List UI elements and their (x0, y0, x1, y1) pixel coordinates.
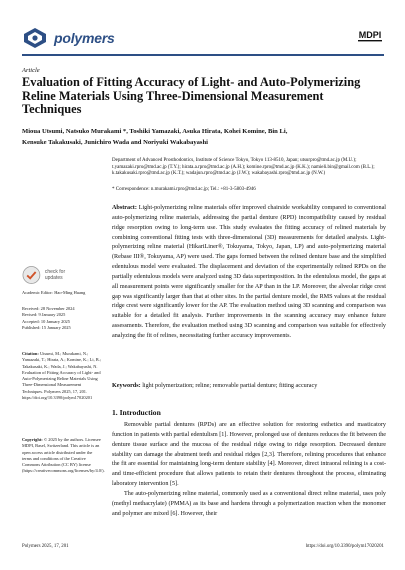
author-list (22, 126, 384, 148)
article-type: Article (22, 67, 40, 74)
accepted-date: Accepted: 10 January 2025 (22, 318, 70, 324)
publication-dates (22, 306, 102, 331)
copyright-text: © 2025 by the authors. Licensee MDPI, Basel, Switzerland. This article is an open access article distributed under the terms and conditions of the Creative Commons Attribution (CC BY) license (https://creativecommons.org/licenses/by/4.0/). (22, 437, 105, 474)
revised-date: Revised: 9 January 2025 (22, 312, 66, 318)
authors-line-2: Kensuke Takakusaki, Junichiro Wada and Noriyuki Wakabayashi (22, 139, 208, 146)
academic-editor (22, 290, 102, 296)
article-title: Evaluation of Fitting Accuracy of Light- and Auto-Polymerizing Reline Materials Using Three-Dimensional Measurement Techniques (22, 75, 361, 117)
check-for-updates-button[interactable] (22, 263, 82, 287)
copyright (22, 437, 105, 475)
editor-label: Academic Editor: (22, 290, 54, 295)
copyright-label: Copyright: (22, 437, 43, 442)
published-date: Published: 15 January 2025 (22, 324, 71, 330)
citation (22, 351, 102, 401)
citation-text: Utsumi, M.; Murakami, N.; Yamazaki, T.; Hirata, A.; Komine, K.; Li, B.; Takakusaki, K.; Wada, J.; Wakabayashi, N. Evaluation of Fitting Accuracy of Light- and Auto-Polymerizing Reline Materials Using Three-Dimensional Measurement Techniques. Polymers 2025, 17, 201. https://doi.org/10.3390/polym17020201 (22, 351, 102, 401)
abstract-label: Abstract: (112, 205, 137, 211)
footer-doi-link[interactable]: https://doi.org/10.3390/polym17020201 (305, 544, 384, 549)
abstract (112, 204, 386, 342)
journal-logo[interactable] (22, 27, 115, 49)
correspondence: * Correspondence: n.murakami.rpro@tmd.ac.jp; Tel.: +81-3-5803-4946 (112, 187, 256, 192)
keywords-label: Keywords: (112, 383, 141, 389)
citation-label: Citation: (22, 351, 39, 356)
journal-header (0, 0, 405, 62)
header-divider (22, 54, 384, 56)
check-for-updates-label: check for updates (44, 269, 66, 281)
editor-name: Hao-Ming Huang (54, 290, 86, 295)
footer-journal-reference: Polymers 2025, 17, 201 (22, 544, 69, 549)
mdpi-logo-icon[interactable] (355, 24, 385, 46)
abstract-text: Light-polymerizing reline materials offer improved chairside workability compared to conventional auto-polymerizing reline materials, addressing the partial denture (RPD) incompatibility caused by residual ridge resorption owing to long-term use. This study evaluates the fitting accuracy of relined materials by combining conventional fitting tests with three-dimensional (3D) measurements for detailed analysis. Light-polymerizing reline material (HikariLiner®, Tokuyama, Tokyo, Japan, LP) and auto-polymerizing material (Rebase III®, Tokuyama, AP) were used. The gaps formed between the relined denture base and the simplified edentulous model were evaluated. The displacement and deviation of the experimentally relined RPDs on the partially edentulous models were analyzed using 3D data superimposition. In the edentulous model, the gaps at all measurement points were significantly smaller for the AP than in the LP. Moreover, the alveolar ridge crest gap was significantly larger than that at other sites. In the partial denture model, the RMS values at the residual ridge crest were significantly lower for the AP. The evaluation method using 3D scanning and comparison was suitable for a detailed fit analysis. Further improvements in the scanning accuracy may enhance future assessments. Therefore, the evaluation method using 3D scanning and comparison was suitable for effectively analyzing the fit of relines, necessitating further accuracy improvements. (112, 205, 387, 339)
affiliation: Department of Advanced Prosthodontics, Institute of Science Tokyo, Tokyo 113-8510, Japan; utsurpro@tmd.ac.jp (M.U.); t.yamazaki.rpro@tmd.ac.jp (T.Y.); hirata.a.rpro@tmd.ac.jp (A.H.); komine.rpro@tmd.ac.jp (K.K.); namieli.bin@gmail.com (B.L.); k.takakusaki.rpro@tmd.ac.jp (K.T.); wadajun.rpro@tmd.ac.jp (J.W.); wakabayashi.rpro@tmd.ac.jp (N.W.) (112, 158, 375, 177)
body-text (112, 421, 386, 519)
polymers-logo-icon (22, 27, 48, 49)
section-heading: 1. Introduction (112, 408, 161, 417)
keywords (112, 382, 386, 392)
journal-name: polymers (54, 30, 115, 46)
keywords-text: light polymerization; reline; removable partial denture; fitting accuracy (142, 383, 318, 389)
received-date: Received: 28 November 2024 (22, 306, 75, 311)
paragraph: The auto-polymerizing reline material, commonly used as a conventional direct reline material, uses poly (methyl methacrylate) (PMMA) as its base and hardens through a polymerization reaction when the monomer and polymer are mixed [6]. However, their (112, 490, 386, 517)
authors-line-1: Mioua Utsumi, Natsuko Murakami *, Toshiki Yamazaki, Asuka Hirata, Kohei Komine, Bin Li, (22, 128, 288, 135)
paragraph: Removable partial dentures (RPDs) are an effective solution for restoring esthetics and masticatory function in patients with partial edentulism [1]. However, prolonged use of dentures reduces the fit between the denture tissue surface and the mucosa of the residual ridge owing to ridge resorption. Decreased denture stability can damage the abutment teeth and residual ridges [2,3]. Therefore, relining procedures that enhance the fit are essential for maintaining long-term denture stability [4]. Moreover, direct intraoral relining is a cost- and time-efficient procedure that allows patients to retain their dentures throughout the process, eliminating laboratory intervention [5]. (112, 422, 386, 488)
check-for-updates-icon (22, 265, 41, 285)
svg-text:MDPI: MDPI (358, 30, 382, 40)
